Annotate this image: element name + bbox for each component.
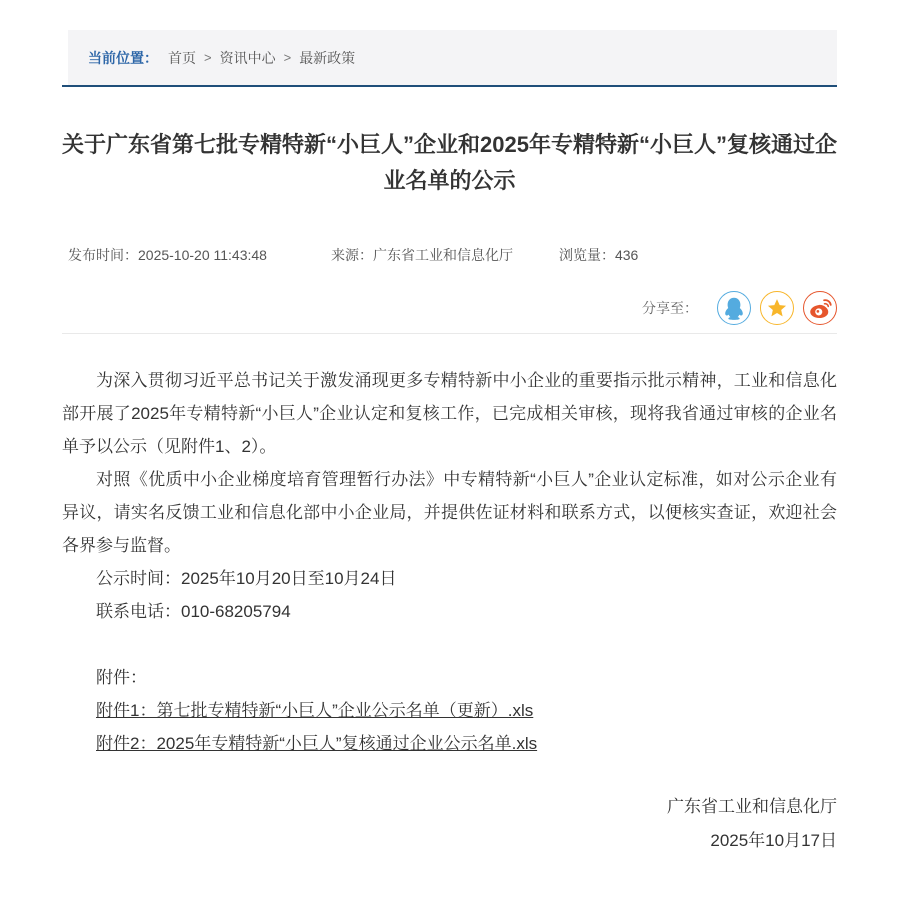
weibo-icon (804, 292, 836, 324)
publicity-period-line: 公示时间：2025年10月20日至10月24日 (96, 569, 397, 588)
header-divider-line (62, 85, 837, 87)
view-count-value: 436 (614, 247, 639, 263)
view-count (559, 245, 638, 265)
paragraph-2: 对照《优质中小企业梯度培育管理暂行办法》中专精特新“小巨人”企业认定标准，如对公示企业有异议，请实名反馈工业和信息化部中小企业局，并提供佐证材料和联系方式，以便核实查证，欢迎社会各界参与监督。 (62, 470, 837, 555)
breadcrumb-separator: > (204, 50, 212, 65)
signature-block (62, 790, 837, 858)
attachments-section (62, 661, 837, 760)
attachment-1-link[interactable]: 附件1：第七批专精特新“小巨人”企业公示名单（更新）.xls (96, 701, 534, 720)
breadcrumb-item-news-center[interactable]: 资讯中心 (219, 49, 276, 66)
share-weibo-button[interactable] (803, 291, 837, 325)
qzone-star-icon (761, 292, 793, 324)
breadcrumb-item-home[interactable]: 首页 (168, 49, 196, 66)
share-qzone-button[interactable] (760, 291, 794, 325)
breadcrumb-label: 当前位置： (88, 49, 158, 66)
breadcrumb-separator: > (283, 50, 292, 65)
paragraph-1: 为深入贯彻习近平总书记关于激发涌现更多专精特新中小企业的重要指示批示精神，工业和信息化部开展了2025年专精特新“小巨人”企业认定和复核工作，已完成相关审核，现将我省通过审核的企业名单予以公示（见附件1、2）。 (62, 371, 837, 456)
qq-penguin-icon (718, 292, 750, 324)
source (331, 245, 513, 265)
attachments-label: 附件： (96, 668, 147, 687)
source-label: 来源： (330, 247, 373, 263)
article-meta (62, 245, 837, 265)
attachment-2-link[interactable]: 附件2：2025年专精特新“小巨人”复核通过企业公示名单.xls (96, 734, 538, 753)
share-bar (62, 289, 837, 327)
view-count-label: 浏览量： (558, 247, 615, 263)
share-qq-button[interactable] (717, 291, 751, 325)
breadcrumb (68, 30, 837, 85)
signature-org: 广东省工业和信息化厅 (667, 797, 837, 816)
article-body (62, 334, 837, 858)
publish-time (68, 245, 267, 265)
content-wrapper (62, 0, 837, 858)
share-label: 分享至： (642, 300, 698, 316)
signature-date: 2025年10月17日 (710, 831, 837, 850)
publish-time-label: 发布时间： (68, 247, 138, 263)
contact-phone-line: 联系电话：010-68205794 (96, 602, 291, 621)
publish-time-value: 2025-10-20 11:43:48 (138, 247, 267, 263)
breadcrumb-item-latest-policy[interactable]: 最新政策 (299, 49, 356, 66)
source-value: 广东省工业和信息化厅 (372, 247, 513, 263)
page-title: 关于广东省第七批专精特新“小巨人”企业和2025年专精特新“小巨人”复核通过企业名单的公示 (62, 132, 837, 193)
